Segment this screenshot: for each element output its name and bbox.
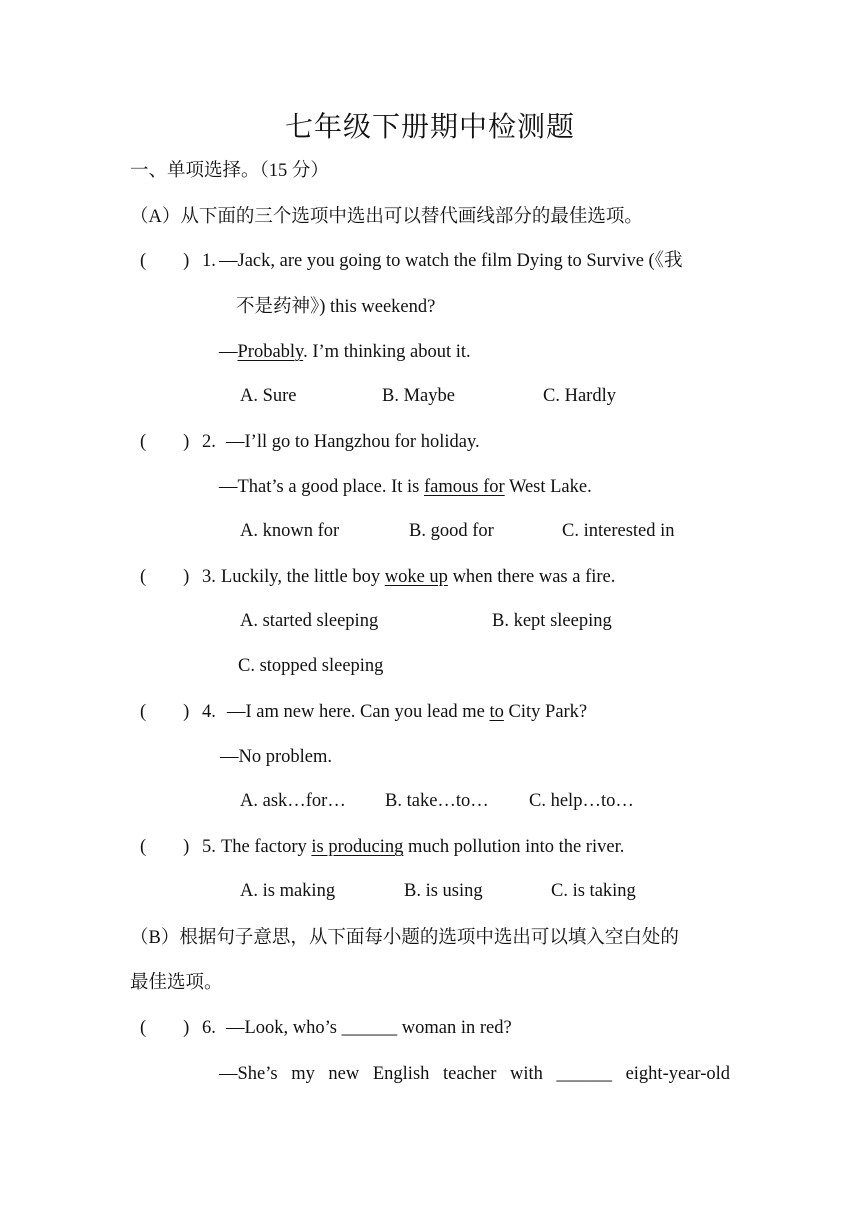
answer-bracket[interactable]: ( ) <box>140 837 190 857</box>
question-number: 3. <box>202 567 216 587</box>
section-heading: 一、单项选择。（15 分） <box>130 161 329 181</box>
text: —That’s a good place. It is <box>219 477 424 497</box>
question-text <box>219 340 471 364</box>
question-number: 5. <box>202 837 216 857</box>
part-b-instruction-cont: 最佳选项。 <box>130 973 223 993</box>
underlined-phrase: Probably <box>237 342 304 362</box>
text: The factory <box>221 837 312 857</box>
question-text: 不是药神》) this weekend? <box>236 297 436 317</box>
option-b[interactable]: B. is using <box>404 881 483 901</box>
question-text <box>219 475 592 499</box>
part-b-instruction: （B）根据句子意思，从下面每小题的选项中选出可以填入空白处的 <box>130 928 679 948</box>
option-b[interactable]: B. Maybe <box>382 386 455 406</box>
question-text <box>221 835 624 859</box>
text: much pollution into the river. <box>403 837 625 857</box>
question-number: 2. <box>202 432 216 452</box>
text: City Park? <box>503 702 588 722</box>
underlined-phrase: is producing <box>311 837 404 857</box>
underlined-phrase: woke up <box>384 567 448 587</box>
option-a[interactable]: A. started sleeping <box>240 611 379 631</box>
text: West Lake. <box>504 477 592 497</box>
answer-bracket[interactable]: ( ) <box>140 702 190 722</box>
option-b[interactable]: B. take…to… <box>385 791 489 811</box>
text: — <box>219 342 238 362</box>
option-c[interactable]: C. help…to… <box>529 791 634 811</box>
text: Luckily, the little boy <box>221 567 385 587</box>
option-a[interactable]: A. Sure <box>240 386 297 406</box>
option-a[interactable]: A. known for <box>240 521 340 541</box>
text: —I am new here. Can you lead me <box>227 702 490 722</box>
option-c[interactable]: C. interested in <box>562 521 675 541</box>
question-text: —I’ll go to Hangzhou for holiday. <box>226 432 480 452</box>
question-number: 1. <box>202 251 216 271</box>
question-text <box>221 565 615 589</box>
part-a-instruction: （A）从下面的三个选项中选出可以替代画线部分的最佳选项。 <box>130 207 643 227</box>
answer-bracket[interactable]: ( ) <box>140 567 190 587</box>
answer-bracket[interactable]: ( ) <box>140 251 190 271</box>
option-a[interactable]: A. is making <box>240 881 336 901</box>
option-c[interactable]: C. Hardly <box>543 386 616 406</box>
underlined-phrase: famous for <box>424 477 505 497</box>
underlined-phrase: to <box>489 702 504 722</box>
option-c[interactable]: C. stopped sleeping <box>238 656 384 676</box>
question-number: 4. <box>202 702 216 722</box>
page-title: 七年级下册期中检测题 <box>284 112 575 143</box>
question-text: —Look, who’s ______ woman in red? <box>226 1018 512 1038</box>
question-text <box>227 700 587 724</box>
text: when there was a fire. <box>447 567 616 587</box>
option-b[interactable]: B. good for <box>409 521 494 541</box>
question-number: 6. <box>202 1018 216 1038</box>
option-b[interactable]: B. kept sleeping <box>492 611 612 631</box>
question-text: —Jack, are you going to watch the film Dying to Survive (《我 <box>219 251 683 271</box>
text: . I’m thinking about it. <box>303 342 471 362</box>
option-a[interactable]: A. ask…for… <box>240 791 346 811</box>
question-text: —No problem. <box>220 747 333 767</box>
option-c[interactable]: C. is taking <box>551 881 636 901</box>
answer-bracket[interactable]: ( ) <box>140 432 190 452</box>
question-text: —She’s my new English teacher with ______ eight-year-old <box>219 1064 730 1084</box>
answer-bracket[interactable]: ( ) <box>140 1018 190 1038</box>
